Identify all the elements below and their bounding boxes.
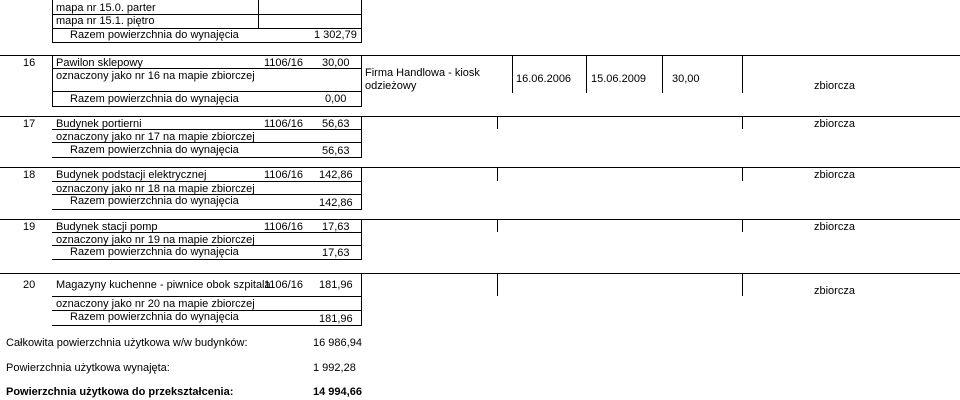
grid-line	[52, 0, 53, 42]
rented-area-value: 1 992,28	[313, 362, 356, 374]
entry-plot: 1106/16	[264, 169, 303, 181]
grid-line	[742, 56, 743, 93]
grid-line	[742, 168, 743, 181]
grid-line	[361, 117, 362, 158]
grid-line	[497, 274, 498, 296]
entry-name: Budynek stacji pomp	[56, 221, 158, 233]
grid-line	[0, 219, 960, 220]
entry-number: 19	[23, 221, 36, 233]
top-total-value: 1 302,79	[314, 29, 357, 41]
entry-total-label: Razem powierzchnia do wynajęcia	[70, 195, 239, 207]
lease-date-to: 15.06.2009	[591, 73, 647, 85]
entry-map: zbiorcza	[814, 221, 855, 233]
tenant-name-cont: odzieżowy	[365, 80, 417, 92]
entry-mark: oznaczony jako nr 17 na mapie zbiorczej	[56, 131, 255, 143]
tenant-name: Firma Handlowa - kiosk	[365, 67, 480, 79]
grid-line	[52, 106, 362, 107]
entry-map: zbiorcza	[814, 169, 855, 181]
map-label-first-floor: mapa nr 15.1. piętro	[56, 15, 155, 27]
grid-line	[742, 117, 743, 129]
entry-map: zbiorcza	[814, 118, 855, 130]
grid-line	[497, 168, 498, 181]
grid-line	[512, 56, 513, 93]
entry-mark: oznaczony jako nr 16 na mapie zbiorczej	[56, 70, 255, 82]
transform-area-label: Powierzchnia użytkowa do przekształcenia:	[6, 386, 234, 398]
entry-area: 30,00	[322, 57, 350, 69]
grid-line	[0, 167, 960, 168]
grid-line	[586, 56, 587, 93]
grid-line	[361, 168, 362, 210]
entry-total-label: Razem powierzchnia do wynajęcia	[70, 311, 239, 323]
map-label-ground-floor: mapa nr 15.0. parter	[56, 2, 156, 14]
entry-area: 56,63	[322, 118, 350, 130]
entry-number: 17	[23, 118, 36, 130]
entry-name: Budynek portierni	[56, 118, 142, 130]
grid-line	[742, 274, 743, 296]
grid-line	[0, 116, 960, 117]
entry-total: 17,63	[322, 247, 350, 259]
entry-name: Budynek podstacji elektrycznej	[56, 169, 207, 181]
entry-plot: 1106/16	[264, 279, 303, 291]
entry-total: 56,63	[322, 145, 350, 157]
entry-plot: 1106/16	[264, 221, 303, 233]
entry-mark: oznaczony jako nr 20 na mapie zbiorczej	[56, 298, 255, 310]
grid-line	[52, 209, 362, 210]
grid-line	[52, 259, 362, 260]
total-usable-label: Całkowita powierzchnia użytkowa w/w budynków:	[6, 337, 248, 349]
entry-mark: oznaczony jako nr 19 na mapie zbiorczej	[56, 234, 255, 246]
entry-name: Magazyny kuchenne - piwnice obok szpitala	[56, 279, 271, 291]
rented-area: 30,00	[672, 73, 700, 85]
grid-line	[0, 273, 960, 274]
entry-total: 181,96	[319, 313, 353, 325]
grid-line	[52, 296, 362, 297]
grid-line	[361, 220, 362, 260]
grid-line	[361, 56, 362, 106]
grid-line	[662, 56, 663, 93]
grid-line	[52, 42, 362, 43]
entry-total-label: Razem powierzchnia do wynajęcia	[70, 246, 239, 258]
entry-mark: oznaczony jako nr 18 na mapie zbiorczej	[56, 183, 255, 195]
entry-number: 18	[23, 169, 36, 181]
lease-date-from: 16.06.2006	[516, 73, 572, 85]
grid-line	[497, 220, 498, 232]
top-total-label: Razem powierzchnia do wynajęcia	[70, 29, 239, 41]
grid-line	[52, 91, 362, 92]
entry-total: 0,00	[325, 93, 347, 105]
grid-line	[361, 0, 362, 43]
entry-map: zbiorcza	[814, 285, 855, 297]
entry-area: 142,86	[319, 169, 353, 181]
grid-line	[742, 220, 743, 232]
grid-line	[361, 274, 362, 326]
entry-name: Pawilon sklepowy	[56, 57, 143, 69]
entry-total-label: Razem powierzchnia do wynajęcia	[70, 93, 239, 105]
entry-map: zbiorcza	[814, 80, 855, 92]
grid-line	[0, 55, 960, 56]
entry-area: 181,96	[319, 279, 353, 291]
entry-number: 20	[23, 279, 36, 291]
entry-number: 16	[23, 57, 36, 69]
entry-plot: 1106/16	[264, 57, 303, 69]
total-usable-value: 16 986,94	[313, 337, 362, 349]
grid-line	[52, 325, 362, 326]
entry-plot: 1106/16	[264, 118, 303, 130]
transform-area-value: 14 994,66	[313, 386, 362, 398]
rented-area-label: Powierzchnia użytkowa wynajęta:	[6, 362, 170, 374]
entry-area: 17,63	[322, 221, 350, 233]
grid-line	[497, 117, 498, 129]
grid-line	[52, 157, 362, 158]
grid-line	[52, 56, 53, 106]
entry-total: 142,86	[319, 197, 353, 209]
entry-total-label: Razem powierzchnia do wynajęcia	[70, 144, 239, 156]
